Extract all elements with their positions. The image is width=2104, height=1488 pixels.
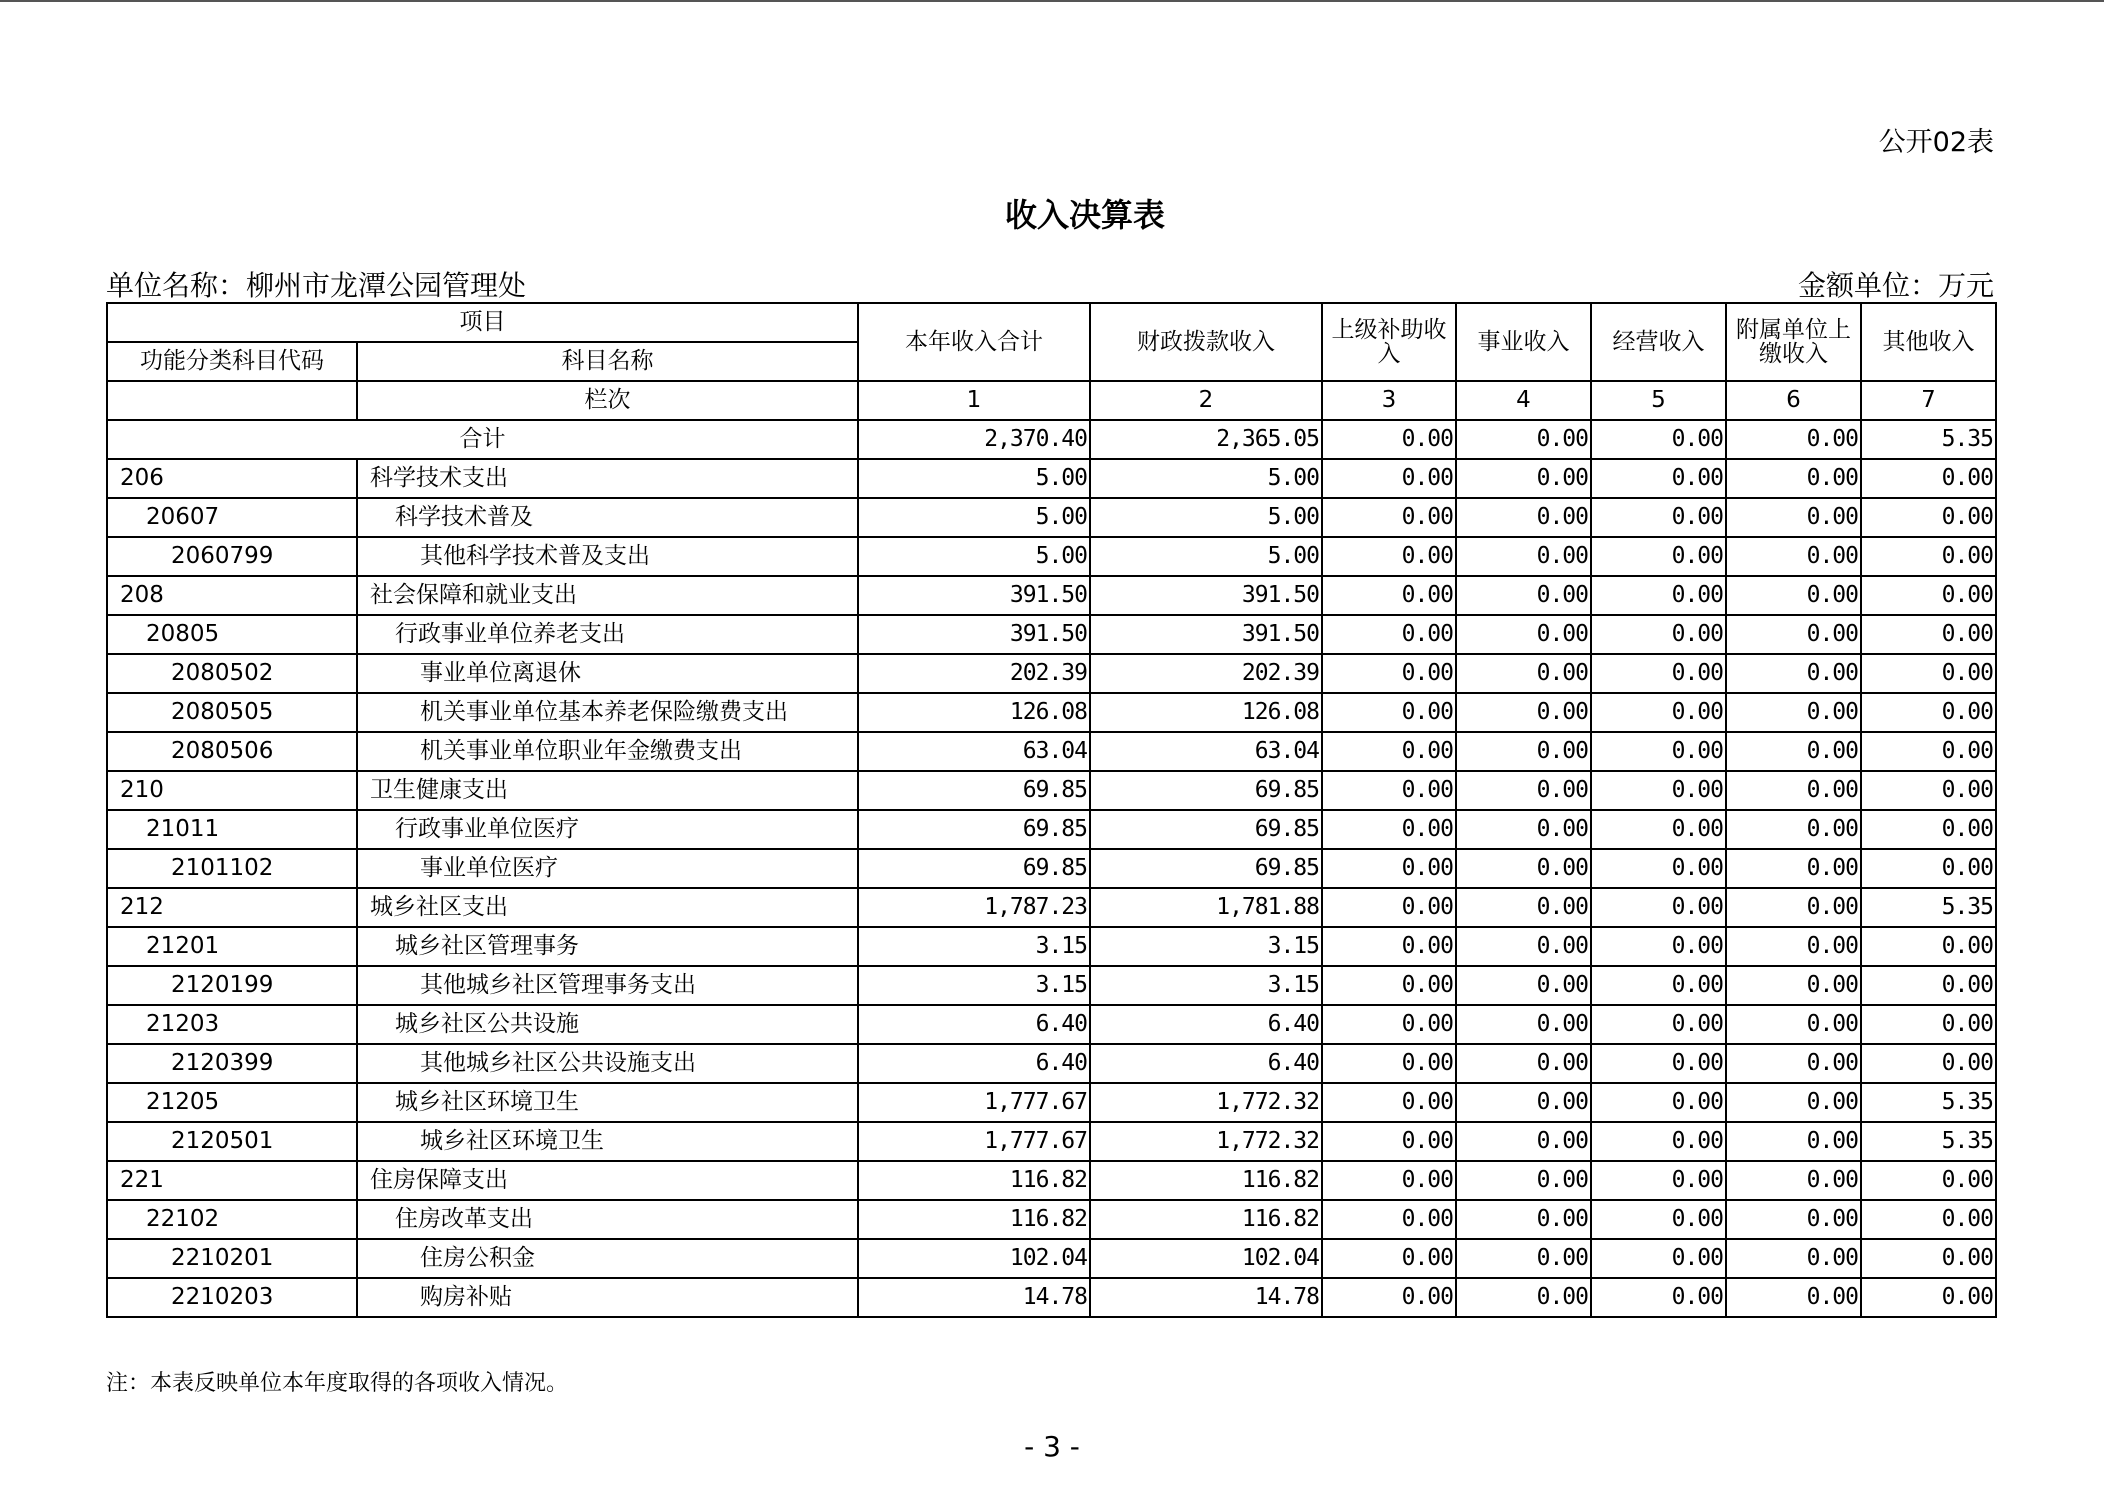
col-number-3: 3	[1322, 381, 1456, 420]
row-value: 5.35	[1861, 1122, 1996, 1161]
row-value: 0.00	[1861, 537, 1996, 576]
row-value: 0.00	[1322, 1161, 1456, 1200]
row-value: 126.08	[858, 693, 1090, 732]
row-value: 0.00	[1322, 1278, 1456, 1317]
table-row	[107, 1239, 1996, 1278]
row-value: 0.00	[1322, 966, 1456, 1005]
row-value: 0.00	[1726, 1200, 1861, 1239]
row-value: 6.40	[1090, 1044, 1322, 1083]
table-row	[107, 615, 1996, 654]
row-value: 102.04	[858, 1239, 1090, 1278]
row-subject-name: 科学技术普及	[357, 498, 858, 537]
row-value: 5.00	[858, 498, 1090, 537]
row-value: 1,772.32	[1090, 1122, 1322, 1161]
row-code: 20607	[107, 498, 357, 537]
total-value: 0.00	[1591, 420, 1726, 459]
row-code: 2060799	[107, 537, 357, 576]
row-value: 0.00	[1726, 498, 1861, 537]
row-index-label: 栏次	[357, 381, 858, 420]
row-value: 0.00	[1322, 1239, 1456, 1278]
row-value: 0.00	[1861, 732, 1996, 771]
row-value: 3.15	[1090, 966, 1322, 1005]
row-value: 3.15	[858, 966, 1090, 1005]
row-subject-name: 住房改革支出	[357, 1200, 858, 1239]
row-value: 0.00	[1861, 1044, 1996, 1083]
row-subject-name: 住房保障支出	[357, 1161, 858, 1200]
row-value: 0.00	[1322, 771, 1456, 810]
table-row	[107, 1122, 1996, 1161]
row-value: 1,787.23	[858, 888, 1090, 927]
row-value: 0.00	[1456, 810, 1591, 849]
row-value: 0.00	[1456, 693, 1591, 732]
row-value: 0.00	[1456, 1239, 1591, 1278]
row-value: 116.82	[858, 1200, 1090, 1239]
row-code: 22102	[107, 1200, 357, 1239]
row-value: 0.00	[1591, 1083, 1726, 1122]
row-value: 0.00	[1591, 615, 1726, 654]
row-value: 0.00	[1726, 810, 1861, 849]
header-col-2: 财政拨款收入	[1090, 303, 1322, 381]
row-value: 0.00	[1591, 576, 1726, 615]
row-value: 0.00	[1456, 1161, 1591, 1200]
total-value: 0.00	[1456, 420, 1591, 459]
row-value: 3.15	[1090, 927, 1322, 966]
row-value: 5.35	[1861, 1083, 1996, 1122]
row-subject-name: 其他科学技术普及支出	[357, 537, 858, 576]
header-func-code: 功能分类科目代码	[107, 342, 357, 381]
top-border-line	[0, 0, 2104, 2]
row-value: 69.85	[1090, 810, 1322, 849]
total-value: 2,365.05	[1090, 420, 1322, 459]
row-value: 0.00	[1726, 1044, 1861, 1083]
row-code: 206	[107, 459, 357, 498]
row-value: 0.00	[1322, 927, 1456, 966]
row-value: 0.00	[1591, 1044, 1726, 1083]
row-subject-name: 行政事业单位养老支出	[357, 615, 858, 654]
row-value: 0.00	[1861, 927, 1996, 966]
row-subject-name: 住房公积金	[357, 1239, 858, 1278]
index-blank-cell	[107, 381, 357, 420]
row-value: 5.00	[1090, 459, 1322, 498]
row-code: 20805	[107, 615, 357, 654]
table-row	[107, 771, 1996, 810]
header-col-3: 上级补助收入	[1322, 303, 1456, 381]
total-row	[107, 420, 1996, 459]
row-code: 212	[107, 888, 357, 927]
table-row	[107, 498, 1996, 537]
row-value: 6.40	[858, 1044, 1090, 1083]
row-value: 0.00	[1591, 849, 1726, 888]
row-code: 221	[107, 1161, 357, 1200]
row-value: 0.00	[1861, 771, 1996, 810]
col-number-6: 6	[1726, 381, 1861, 420]
row-value: 1,781.88	[1090, 888, 1322, 927]
row-value: 0.00	[1726, 1122, 1861, 1161]
row-value: 0.00	[1591, 537, 1726, 576]
row-subject-name: 其他城乡社区公共设施支出	[357, 1044, 858, 1083]
row-subject-name: 机关事业单位职业年金缴费支出	[357, 732, 858, 771]
row-subject-name: 城乡社区管理事务	[357, 927, 858, 966]
row-subject-name: 事业单位离退休	[357, 654, 858, 693]
row-value: 0.00	[1861, 498, 1996, 537]
row-value: 0.00	[1591, 1005, 1726, 1044]
row-value: 5.00	[1090, 537, 1322, 576]
header-col-6: 附属单位上缴收入	[1726, 303, 1861, 381]
row-subject-name: 机关事业单位基本养老保险缴费支出	[357, 693, 858, 732]
col-number-1: 1	[858, 381, 1090, 420]
row-value: 116.82	[858, 1161, 1090, 1200]
row-value: 0.00	[1726, 537, 1861, 576]
table-row	[107, 849, 1996, 888]
row-subject-name: 城乡社区环境卫生	[357, 1122, 858, 1161]
row-value: 0.00	[1861, 693, 1996, 732]
row-value: 0.00	[1726, 888, 1861, 927]
row-code: 21011	[107, 810, 357, 849]
row-value: 6.40	[858, 1005, 1090, 1044]
row-value: 0.00	[1726, 576, 1861, 615]
row-code: 21205	[107, 1083, 357, 1122]
table-row	[107, 888, 1996, 927]
row-value: 0.00	[1861, 615, 1996, 654]
table-row	[107, 732, 1996, 771]
row-subject-name: 城乡社区公共设施	[357, 1005, 858, 1044]
row-value: 0.00	[1456, 771, 1591, 810]
row-value: 0.00	[1726, 771, 1861, 810]
row-code: 2080505	[107, 693, 357, 732]
row-value: 0.00	[1322, 810, 1456, 849]
col-number-4: 4	[1456, 381, 1591, 420]
row-value: 0.00	[1591, 654, 1726, 693]
row-value: 0.00	[1456, 459, 1591, 498]
row-value: 0.00	[1726, 459, 1861, 498]
row-value: 0.00	[1456, 849, 1591, 888]
row-value: 0.00	[1591, 810, 1726, 849]
row-code: 2210203	[107, 1278, 357, 1317]
row-value: 69.85	[858, 849, 1090, 888]
row-value: 14.78	[858, 1278, 1090, 1317]
row-subject-name: 卫生健康支出	[357, 771, 858, 810]
row-value: 0.00	[1456, 537, 1591, 576]
col-number-5: 5	[1591, 381, 1726, 420]
row-value: 391.50	[1090, 576, 1322, 615]
row-value: 0.00	[1456, 576, 1591, 615]
row-value: 116.82	[1090, 1161, 1322, 1200]
table-row	[107, 537, 1996, 576]
row-code: 2120399	[107, 1044, 357, 1083]
row-value: 0.00	[1726, 927, 1861, 966]
row-value: 0.00	[1591, 498, 1726, 537]
row-code: 2120501	[107, 1122, 357, 1161]
row-value: 391.50	[858, 576, 1090, 615]
header-row-index	[107, 381, 1996, 420]
row-value: 0.00	[1322, 1122, 1456, 1161]
unit-name: 单位名称：柳州市龙潭公园管理处	[106, 269, 527, 302]
table-row	[107, 459, 1996, 498]
row-value: 0.00	[1456, 1122, 1591, 1161]
row-value: 14.78	[1090, 1278, 1322, 1317]
row-code: 2080506	[107, 732, 357, 771]
row-value: 1,777.67	[858, 1122, 1090, 1161]
row-value: 0.00	[1456, 888, 1591, 927]
row-value: 0.00	[1591, 966, 1726, 1005]
row-value: 69.85	[1090, 771, 1322, 810]
total-value: 5.35	[1861, 420, 1996, 459]
row-value: 391.50	[858, 615, 1090, 654]
header-col-7: 其他收入	[1861, 303, 1996, 381]
header-col-1: 本年收入合计	[858, 303, 1090, 381]
row-subject-name: 科学技术支出	[357, 459, 858, 498]
row-value: 0.00	[1861, 1239, 1996, 1278]
row-value: 0.00	[1456, 1083, 1591, 1122]
row-value: 1,772.32	[1090, 1083, 1322, 1122]
row-value: 0.00	[1726, 615, 1861, 654]
row-value: 69.85	[858, 771, 1090, 810]
row-value: 0.00	[1322, 537, 1456, 576]
table-row	[107, 654, 1996, 693]
total-label: 合计	[107, 420, 858, 459]
row-value: 0.00	[1591, 1278, 1726, 1317]
row-value: 0.00	[1726, 1083, 1861, 1122]
row-value: 0.00	[1322, 654, 1456, 693]
row-code: 2210201	[107, 1239, 357, 1278]
row-value: 0.00	[1322, 1005, 1456, 1044]
header-project: 项目	[107, 303, 858, 342]
row-value: 3.15	[858, 927, 1090, 966]
header-col-4: 事业收入	[1456, 303, 1591, 381]
row-value: 0.00	[1322, 732, 1456, 771]
row-value: 69.85	[1090, 849, 1322, 888]
row-value: 5.35	[1861, 888, 1996, 927]
row-value: 391.50	[1090, 615, 1322, 654]
row-value: 0.00	[1456, 615, 1591, 654]
table-row	[107, 1005, 1996, 1044]
page-number: - 3 -	[1024, 1430, 1080, 1463]
row-value: 0.00	[1322, 1083, 1456, 1122]
row-code: 21203	[107, 1005, 357, 1044]
col-number-2: 2	[1090, 381, 1322, 420]
row-value: 0.00	[1861, 1278, 1996, 1317]
row-value: 0.00	[1861, 810, 1996, 849]
row-value: 0.00	[1456, 1005, 1591, 1044]
page-title: 收入决算表	[1004, 196, 1165, 234]
table-row	[107, 810, 1996, 849]
row-subject-name: 事业单位医疗	[357, 849, 858, 888]
table-row	[107, 1278, 1996, 1317]
row-value: 0.00	[1861, 849, 1996, 888]
table-row	[107, 693, 1996, 732]
row-value: 0.00	[1726, 1278, 1861, 1317]
row-value: 0.00	[1591, 927, 1726, 966]
total-value: 2,370.40	[858, 420, 1090, 459]
row-value: 0.00	[1591, 732, 1726, 771]
row-value: 0.00	[1322, 849, 1456, 888]
header-subject-name: 科目名称	[357, 342, 858, 381]
row-value: 0.00	[1591, 771, 1726, 810]
row-subject-name: 社会保障和就业支出	[357, 576, 858, 615]
row-value: 0.00	[1322, 693, 1456, 732]
col-number-7: 7	[1861, 381, 1996, 420]
row-value: 0.00	[1591, 693, 1726, 732]
table-note: 注：本表反映单位本年度取得的各项收入情况。	[106, 1371, 569, 1396]
table-row	[107, 966, 1996, 1005]
row-value: 63.04	[858, 732, 1090, 771]
row-code: 2120199	[107, 966, 357, 1005]
row-value: 0.00	[1726, 1005, 1861, 1044]
row-value: 102.04	[1090, 1239, 1322, 1278]
header-col-5: 经营收入	[1591, 303, 1726, 381]
row-code: 208	[107, 576, 357, 615]
row-value: 0.00	[1861, 1200, 1996, 1239]
row-value: 0.00	[1322, 615, 1456, 654]
row-value: 0.00	[1861, 459, 1996, 498]
row-value: 0.00	[1456, 966, 1591, 1005]
row-subject-name: 购房补贴	[357, 1278, 858, 1317]
row-value: 126.08	[1090, 693, 1322, 732]
row-value: 63.04	[1090, 732, 1322, 771]
row-value: 0.00	[1861, 1161, 1996, 1200]
row-value: 0.00	[1322, 459, 1456, 498]
income-table	[106, 302, 1997, 1318]
row-value: 0.00	[1456, 498, 1591, 537]
row-value: 0.00	[1456, 927, 1591, 966]
table-row	[107, 1044, 1996, 1083]
row-value: 0.00	[1726, 654, 1861, 693]
row-code: 2080502	[107, 654, 357, 693]
total-value: 0.00	[1322, 420, 1456, 459]
table-row	[107, 576, 1996, 615]
table-row	[107, 927, 1996, 966]
row-value: 0.00	[1591, 1122, 1726, 1161]
row-value: 0.00	[1861, 654, 1996, 693]
row-value: 0.00	[1726, 966, 1861, 1005]
row-value: 0.00	[1726, 1161, 1861, 1200]
row-value: 0.00	[1591, 1239, 1726, 1278]
row-value: 0.00	[1726, 693, 1861, 732]
total-value: 0.00	[1726, 420, 1861, 459]
row-value: 0.00	[1322, 498, 1456, 537]
row-value: 0.00	[1456, 732, 1591, 771]
row-value: 0.00	[1591, 1161, 1726, 1200]
row-value: 0.00	[1456, 1278, 1591, 1317]
row-code: 210	[107, 771, 357, 810]
row-subject-name: 行政事业单位医疗	[357, 810, 858, 849]
row-value: 116.82	[1090, 1200, 1322, 1239]
row-value: 0.00	[1861, 576, 1996, 615]
table-row	[107, 1161, 1996, 1200]
row-value: 0.00	[1456, 654, 1591, 693]
amount-unit: 金额单位：万元	[1797, 269, 1994, 302]
row-code: 2101102	[107, 849, 357, 888]
row-value: 0.00	[1861, 966, 1996, 1005]
row-code: 21201	[107, 927, 357, 966]
row-value: 0.00	[1726, 1239, 1861, 1278]
row-value: 0.00	[1322, 576, 1456, 615]
row-value: 69.85	[858, 810, 1090, 849]
row-value: 0.00	[1322, 1044, 1456, 1083]
row-value: 0.00	[1322, 888, 1456, 927]
row-value: 0.00	[1456, 1044, 1591, 1083]
row-value: 0.00	[1322, 1200, 1456, 1239]
row-value: 5.00	[858, 459, 1090, 498]
table-row	[107, 1083, 1996, 1122]
row-value: 5.00	[858, 537, 1090, 576]
row-subject-name: 城乡社区环境卫生	[357, 1083, 858, 1122]
row-value: 0.00	[1591, 459, 1726, 498]
row-subject-name: 城乡社区支出	[357, 888, 858, 927]
row-value: 1,777.67	[858, 1083, 1090, 1122]
form-number: 公开02表	[1878, 127, 1994, 158]
row-value: 0.00	[1861, 1005, 1996, 1044]
row-value: 5.00	[1090, 498, 1322, 537]
row-value: 202.39	[1090, 654, 1322, 693]
table-row	[107, 1200, 1996, 1239]
row-value: 202.39	[858, 654, 1090, 693]
row-value: 6.40	[1090, 1005, 1322, 1044]
row-subject-name: 其他城乡社区管理事务支出	[357, 966, 858, 1005]
row-value: 0.00	[1726, 732, 1861, 771]
row-value: 0.00	[1726, 849, 1861, 888]
row-value: 0.00	[1591, 1200, 1726, 1239]
row-value: 0.00	[1456, 1200, 1591, 1239]
row-value: 0.00	[1591, 888, 1726, 927]
header-row-1	[107, 303, 1996, 342]
